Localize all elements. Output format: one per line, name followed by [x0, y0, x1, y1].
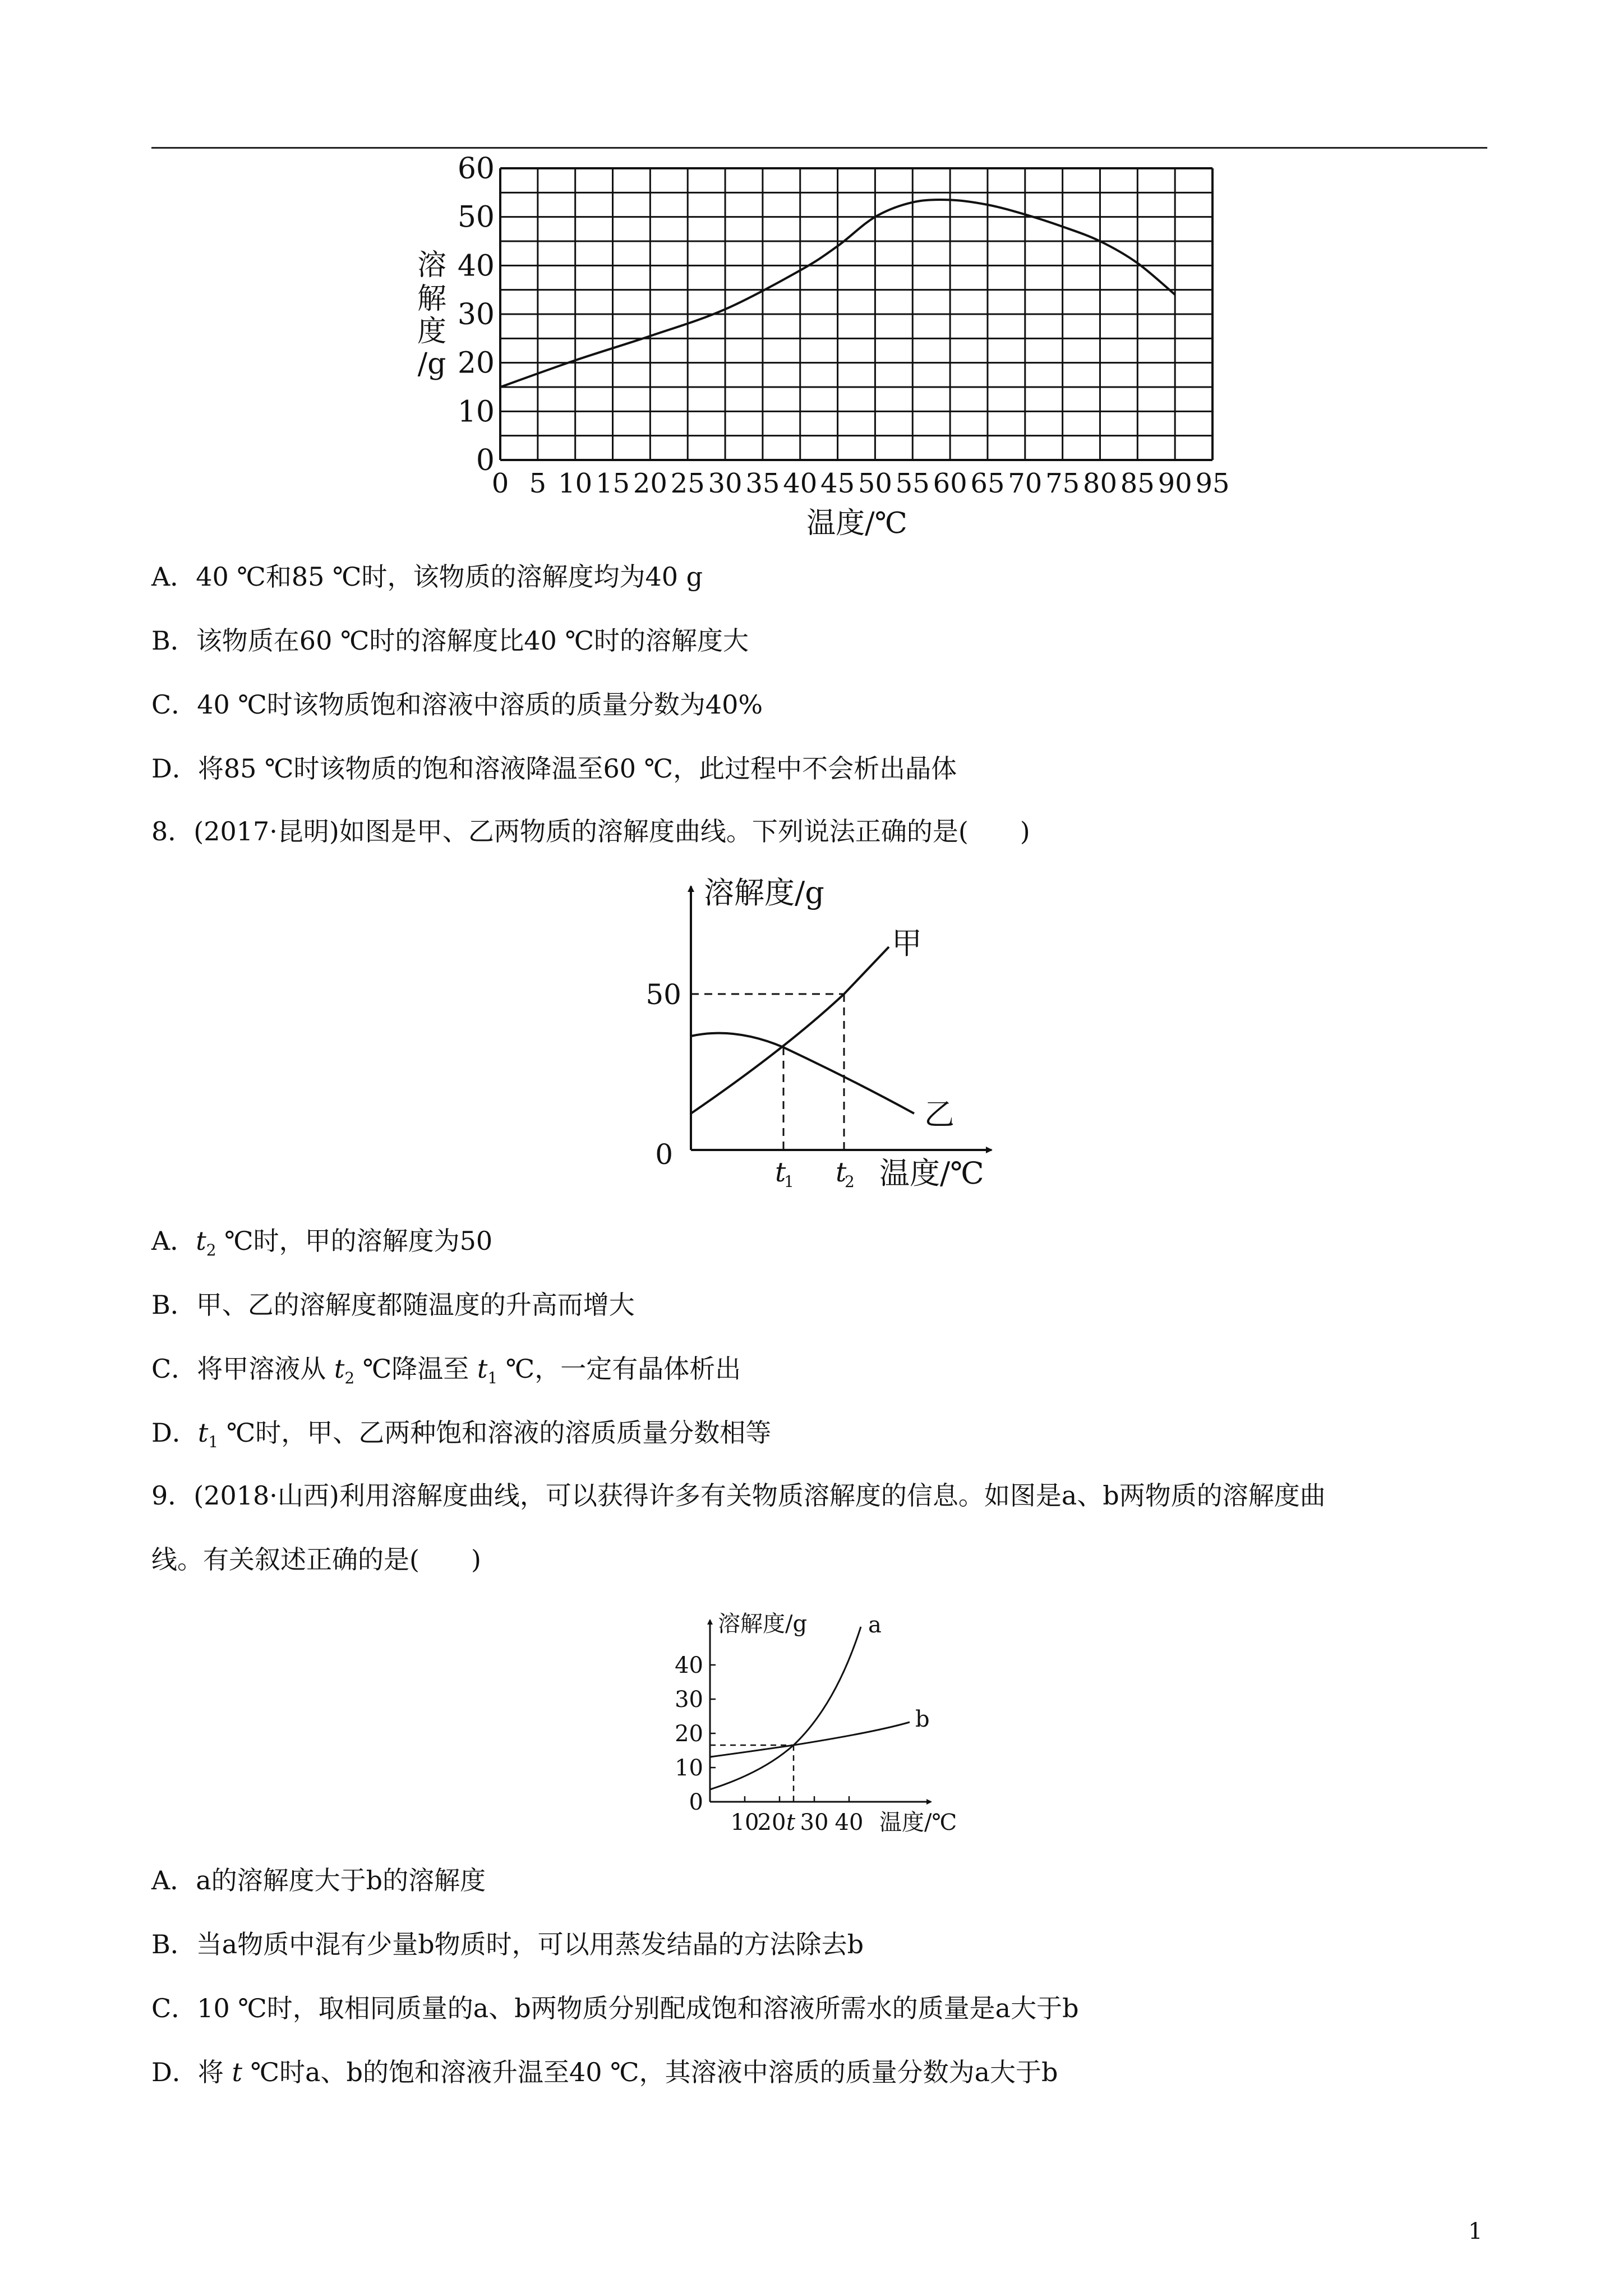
chart1-y-tick-label: 40	[457, 249, 495, 283]
q7-option-a: A．40 ℃和85 ℃时，该物质的溶解度均为40 g	[151, 562, 703, 592]
q8-option-a-t: t	[196, 1226, 206, 1256]
q9-x-tick-label: 20	[757, 1810, 786, 1835]
q8-option-d-t: t	[197, 1418, 209, 1448]
q8-option-d-text: ℃时，甲、乙两种饱和溶液的溶质质量分数相等	[218, 1418, 772, 1448]
q8-option-c-prefix: C．将甲溶液从	[151, 1354, 334, 1384]
q9-series-b-label: b	[915, 1706, 930, 1732]
chart1-x-tick-label: 80	[1082, 468, 1118, 499]
chart1-y-tick-label: 50	[457, 200, 495, 234]
page-number: 1	[1468, 2219, 1483, 2244]
chart1-x-tick-label: 55	[895, 468, 930, 499]
q9-curve-a	[710, 1627, 861, 1789]
q7-option-d: D．将85 ℃时该物质的饱和溶液降温至60 ℃，此过程中不会析出晶体	[151, 753, 957, 784]
chart1-x-tick-label: 75	[1045, 468, 1080, 499]
chart1-x-tick-label: 35	[745, 468, 780, 499]
q9-y-tick-label: 20	[675, 1721, 703, 1747]
q9-option-d-prefix: D．将	[151, 2057, 232, 2087]
q8-y50-label: 50	[645, 978, 681, 1011]
q8-option-a-sub: 2	[206, 1241, 216, 1260]
q9-option-a: A．a的溶解度大于b的溶解度	[151, 1865, 486, 1895]
q8-t1-label: t	[775, 1157, 786, 1188]
q8-option-d	[151, 1416, 771, 1459]
chart1-x-tick-label: 0	[491, 468, 509, 499]
chart1-x-tick-label: 65	[970, 468, 1005, 499]
chart1-x-tick-label: 25	[670, 468, 705, 499]
q9-y-tick-label: 10	[675, 1755, 703, 1781]
q9-t-label: t	[786, 1810, 796, 1835]
chart1-ylabel-char: 解	[417, 282, 447, 316]
q8-option-d-prefix: D．	[151, 1418, 198, 1448]
chart1-y-axis-label	[417, 249, 446, 381]
q9-y-tick-label: 40	[675, 1653, 703, 1678]
q9-y-tick-label: 30	[675, 1687, 703, 1713]
q8-option-c-t2: t	[334, 1354, 345, 1384]
q9-x-tick-label: 40	[834, 1810, 864, 1835]
chart1-x-tick-label: 10	[558, 468, 593, 499]
q9-y-tick-label: 0	[689, 1789, 703, 1815]
chart-solubility-grid	[0, 0, 1623, 561]
q8-series-yi-label: 乙	[924, 1097, 955, 1132]
q8-option-a-text: ℃时，甲的溶解度为50	[216, 1226, 493, 1256]
q9-xlabel: 温度/℃	[879, 1810, 957, 1835]
q8-option-c-t2-sub: 2	[344, 1369, 355, 1388]
chart1-x-tick-label: 60	[933, 468, 967, 499]
q8-xlabel: 温度/℃	[879, 1156, 984, 1191]
q8-option-a-prefix: A．	[151, 1226, 196, 1256]
chart1-x-tick-label: 30	[708, 468, 743, 499]
chart-jia-yi	[0, 864, 1623, 1200]
chart-a-b	[0, 1604, 1623, 1874]
q8-option-c-t1-sub: 1	[487, 1369, 498, 1388]
q9-option-d	[151, 2055, 1058, 2089]
q8-option-c	[151, 1352, 741, 1395]
chart1-x-tick-label: 5	[529, 468, 547, 499]
q8-t1-sub: 1	[784, 1172, 794, 1191]
chart1-y-tick-label: 60	[457, 152, 495, 186]
chart1-ylabel-char: 溶	[417, 249, 447, 282]
chart1-y-tick-label: 10	[457, 395, 495, 429]
q9-stem-line1: 9．(2018·山西)利用溶解度曲线，可以获得许多有关物质溶解度的信息。如图是a、b两物质的溶解度曲	[151, 1480, 1326, 1511]
chart1-y-tick-label: 30	[457, 298, 495, 332]
q9-series-a-label: a	[868, 1612, 882, 1638]
q9-stem-line2: 线。有关叙述正确的是( )	[151, 1544, 481, 1575]
q8-curve-jia	[691, 947, 889, 1114]
chart1-y-tick-label: 20	[457, 346, 495, 380]
q8-curve-yi	[691, 1033, 914, 1114]
q9-ylabel: 溶解度/g	[718, 1611, 808, 1637]
chart1-ylabel-char: /g	[417, 347, 446, 381]
q9-option-d-text: ℃时a、b的饱和溶液升温至40 ℃，其溶液中溶质的质量分数为a大于b	[242, 2057, 1058, 2087]
chart1-x-tick-label: 45	[820, 468, 855, 499]
q9-x-tick-label: 10	[730, 1810, 759, 1835]
chart1-x-tick-label: 95	[1195, 468, 1230, 499]
chart1-y-tick-label: 0	[476, 444, 495, 477]
q9-option-b: B．当a物质中混有少量b物质时，可以用蒸发结晶的方法除去b	[151, 1929, 864, 1959]
chart1-x-tick-label: 50	[857, 468, 892, 499]
q8-t2-sub: 2	[845, 1172, 855, 1191]
q7-option-c: C．40 ℃时该物质饱和溶液中溶质的质量分数为40%	[151, 689, 763, 720]
q9-x-tick-label: 30	[800, 1810, 829, 1835]
q8-option-c-text: ℃，一定有晶体析出	[497, 1354, 741, 1384]
q8-option-c-mid: ℃降温至	[354, 1354, 477, 1384]
chart1-x-tick-label: 70	[1008, 468, 1043, 499]
chart1-x-tick-label: 20	[633, 468, 667, 499]
q8-series-jia-label: 甲	[892, 926, 922, 961]
q8-option-b: B．甲、乙的溶解度都随温度的升高而增大	[151, 1290, 635, 1320]
chart1-y-ticks	[458, 152, 495, 477]
q8-ylabel: 溶解度/g	[704, 875, 824, 910]
q8-option-c-t1: t	[477, 1354, 488, 1384]
q8-stem: 8．(2017·昆明)如图是甲、乙两物质的溶解度曲线。下列说法正确的是( )	[151, 816, 1030, 846]
q7-option-b: B．该物质在60 ℃时的溶解度比40 ℃时的溶解度大	[151, 625, 749, 656]
chart1-ylabel-char: 度	[417, 315, 447, 348]
q8-option-a	[151, 1224, 492, 1267]
chart1-x-tick-label: 90	[1158, 468, 1192, 499]
chart1-x-tick-label: 40	[783, 468, 818, 499]
q8-t2-label: t	[836, 1157, 847, 1188]
chart1-x-ticks	[492, 468, 1230, 499]
q9-option-c: C．10 ℃时，取相同质量的a、b两物质分别配成饱和溶液所需水的质量是a大于b	[151, 1993, 1079, 2023]
q8-option-d-sub: 1	[208, 1433, 219, 1452]
chart1-x-tick-label: 15	[595, 468, 630, 499]
q8-origin-label: 0	[655, 1138, 673, 1171]
q9-ticks	[675, 1653, 863, 1835]
chart1-grid	[500, 168, 1212, 460]
q9-option-d-t: t	[232, 2057, 243, 2087]
chart1-x-axis-label: 温度/℃	[806, 507, 907, 540]
chart1-x-tick-label: 85	[1120, 468, 1155, 499]
